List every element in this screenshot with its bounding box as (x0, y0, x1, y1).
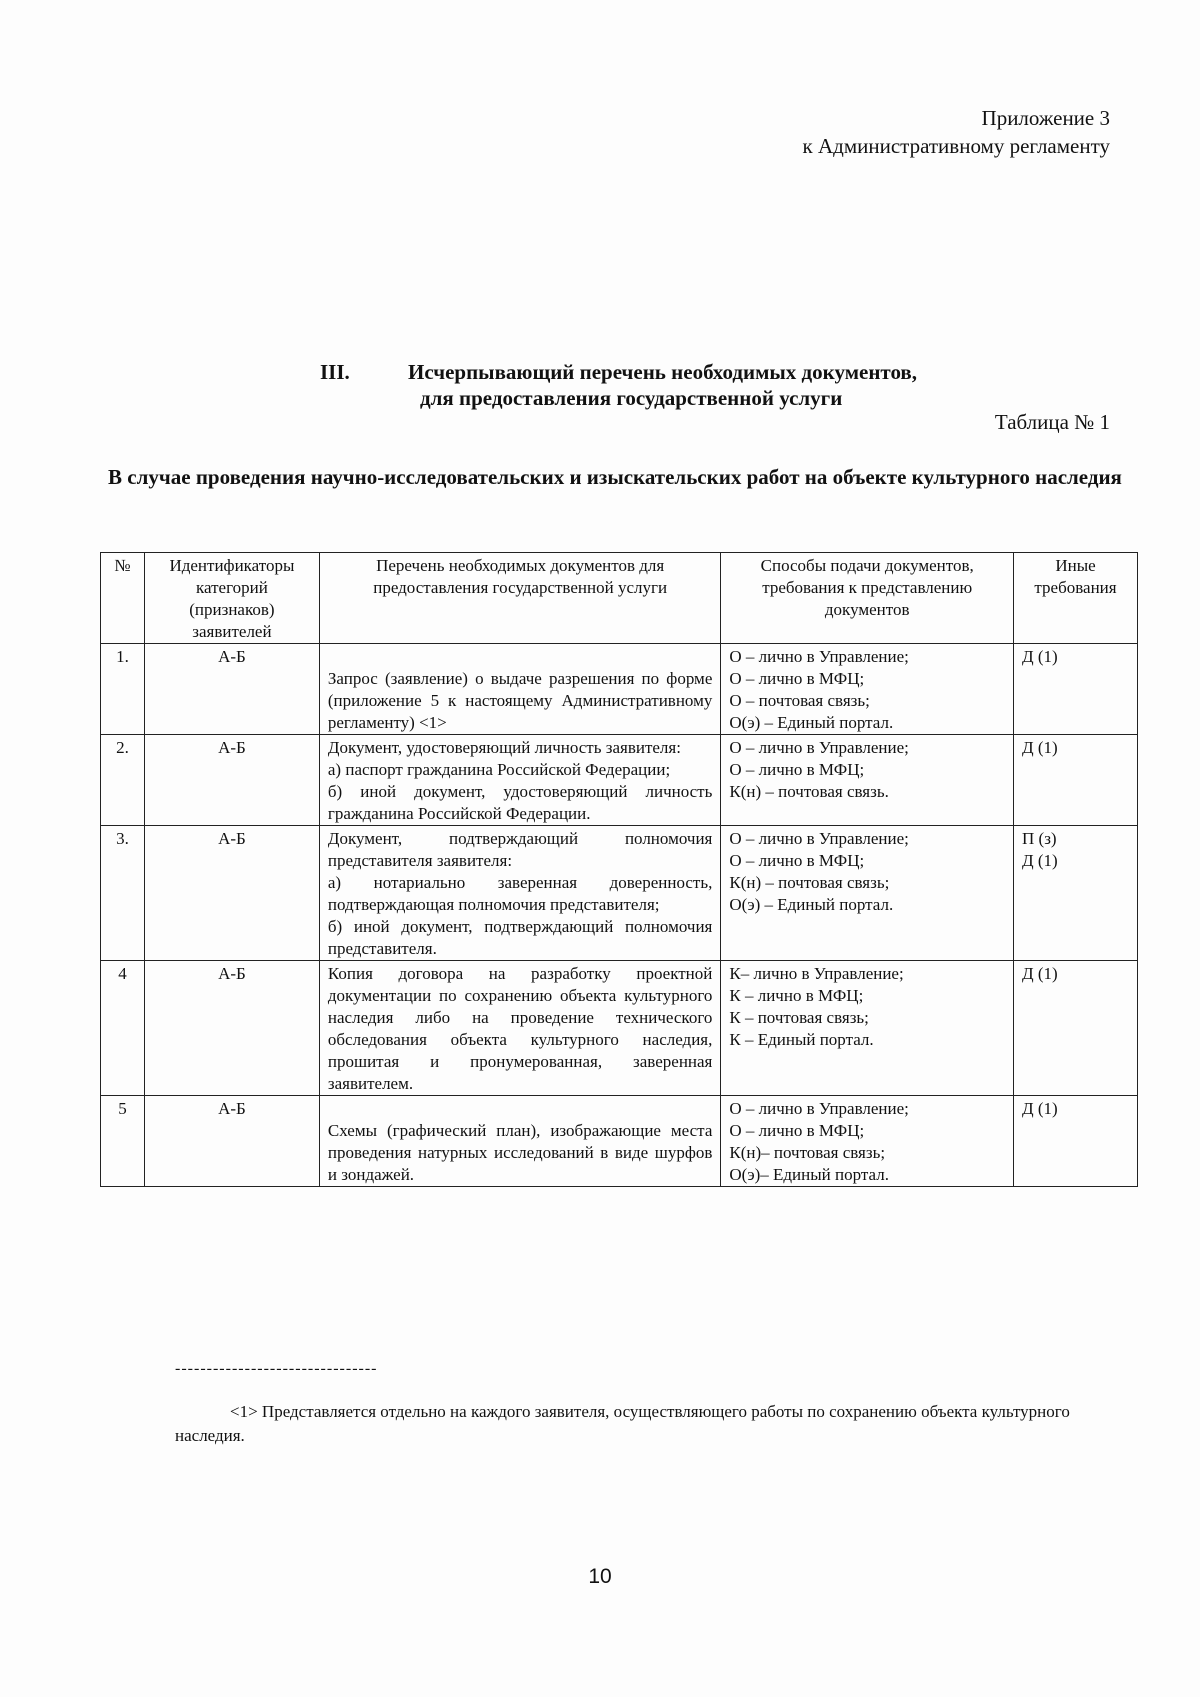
appendix-line-1: Приложение 3 (981, 106, 1110, 130)
table-subtitle: В случае проведения научно-исследовательских и изыскательских работ на объекте культурного наследия (108, 465, 1122, 489)
submission-method: О – лично в МФЦ; (729, 669, 865, 688)
table-row (101, 961, 1138, 1096)
submission-method: О(э)– Единый портал. (729, 1165, 889, 1184)
section-title-line-2: для предоставления государственной услуги (420, 386, 843, 410)
row-other-requirements (1014, 961, 1138, 1096)
submission-method: О(э) – Единый портал. (729, 895, 894, 914)
document-item: Схемы (графический план), изображающие места проведения натурных исследований в виде шурфов и зондажей. (327, 1121, 713, 1184)
table-row (101, 1096, 1138, 1187)
submission-method: О – лично в Управление; (729, 829, 909, 848)
row-applicant-identifier: А-Б (144, 1096, 319, 1187)
row-number: 5 (101, 1096, 145, 1187)
other-requirement: Д (1) (1022, 738, 1058, 757)
table-header-row (101, 553, 1138, 644)
submission-method: О(э) – Единый портал. (729, 713, 894, 732)
page-number: 10 (588, 1565, 612, 1588)
documents-table (100, 552, 1138, 1187)
row-submission-methods (721, 826, 1014, 961)
row-submission-methods (721, 1096, 1014, 1187)
other-requirement: Д (1) (1022, 851, 1058, 870)
row-other-requirements (1014, 826, 1138, 961)
section-number: III. (320, 360, 350, 384)
row-applicant-identifier: А-Б (144, 644, 319, 735)
submission-method: К – лично в МФЦ; (729, 986, 864, 1005)
table-row (101, 735, 1138, 826)
submission-method: К(н)– почтовая связь; (729, 1143, 886, 1162)
row-other-requirements (1014, 735, 1138, 826)
row-applicant-identifier: А-Б (144, 961, 319, 1096)
submission-method: О – лично в Управление; (729, 647, 909, 666)
row-submission-methods (721, 644, 1014, 735)
header-other: Иные требования (1014, 553, 1138, 644)
submission-method: К– лично в Управление; (729, 964, 904, 983)
row-number: 3. (101, 826, 145, 961)
other-requirement: Д (1) (1022, 964, 1058, 983)
submission-method: К(н) – почтовая связь. (729, 782, 889, 801)
submission-method: О – лично в МФЦ; (729, 1121, 865, 1140)
table-row (101, 826, 1138, 961)
table-body (101, 644, 1138, 1187)
document-item: б) иной документ, удостоверяющий личность гражданина Российской Федерации. (327, 782, 713, 823)
header-documents: Перечень необходимых документов для предоставления государственной услуги (319, 553, 720, 644)
other-requirement: Д (1) (1022, 1099, 1058, 1118)
submission-method: О – лично в Управление; (729, 1099, 909, 1118)
header-num: № (101, 553, 145, 644)
appendix-line-2: к Административному регламенту (802, 134, 1110, 158)
footnote-text: <1> Представляется отдельно на каждого заявителя, осуществляющего работы по сохранению объекта культурного наследия. (175, 1402, 1070, 1445)
row-other-requirements (1014, 644, 1138, 735)
document-item: Запрос (заявление) о выдаче разрешения по форме (приложение 5 к настоящему Административному регламенту) <1> (327, 669, 713, 732)
document-item: Документ, подтверждающий полномочия представителя заявителя: (327, 829, 713, 870)
document-item: а) паспорт гражданина Российской Федерации; (327, 760, 671, 779)
other-requirement: Д (1) (1022, 647, 1058, 666)
document-item: Копия договора на разработку проектной документации по сохранению объекта культурного наследия либо на проведение технического обследования объекта культурного наследия, прошитая и пронумерованная, заверенная заявителем. (327, 964, 713, 1093)
row-applicant-identifier: А-Б (144, 735, 319, 826)
row-number: 4 (101, 961, 145, 1096)
table-row (101, 644, 1138, 735)
header-identifiers: Идентификаторы категорий (признаков) заявителей (144, 553, 319, 644)
appendix-header (803, 104, 1110, 160)
row-applicant-identifier: А-Б (144, 826, 319, 961)
other-requirement: П (з) (1022, 829, 1057, 848)
table-number: Таблица № 1 (994, 410, 1110, 434)
row-submission-methods (721, 735, 1014, 826)
document-item: Документ, удостоверяющий личность заявителя: (327, 738, 681, 757)
row-number: 1. (101, 644, 145, 735)
submission-method: О – лично в МФЦ; (729, 760, 865, 779)
row-number: 2. (101, 735, 145, 826)
document-item: б) иной документ, подтверждающий полномочия представителя. (327, 917, 713, 958)
submission-method: О – лично в МФЦ; (729, 851, 865, 870)
section-title-line-1: Исчерпывающий перечень необходимых документов, (408, 360, 918, 384)
row-documents (319, 961, 720, 1096)
header-methods: Способы подачи документов, требования к представлению документов (721, 553, 1014, 644)
submission-method: О – лично в Управление; (729, 738, 909, 757)
row-documents (319, 826, 720, 961)
submission-method: К(н) – почтовая связь; (729, 873, 890, 892)
row-other-requirements (1014, 1096, 1138, 1187)
row-documents (319, 1096, 720, 1187)
row-documents (319, 644, 720, 735)
row-documents (319, 735, 720, 826)
submission-method: К – почтовая связь; (729, 1008, 869, 1027)
document-item: а) нотариально заверенная доверенность, подтверждающая полномочия представителя; (327, 873, 713, 914)
footnote-separator: -------------------------------- (175, 1360, 378, 1377)
submission-method: О – почтовая связь; (729, 691, 870, 710)
row-submission-methods (721, 961, 1014, 1096)
submission-method: К – Единый портал. (729, 1030, 874, 1049)
